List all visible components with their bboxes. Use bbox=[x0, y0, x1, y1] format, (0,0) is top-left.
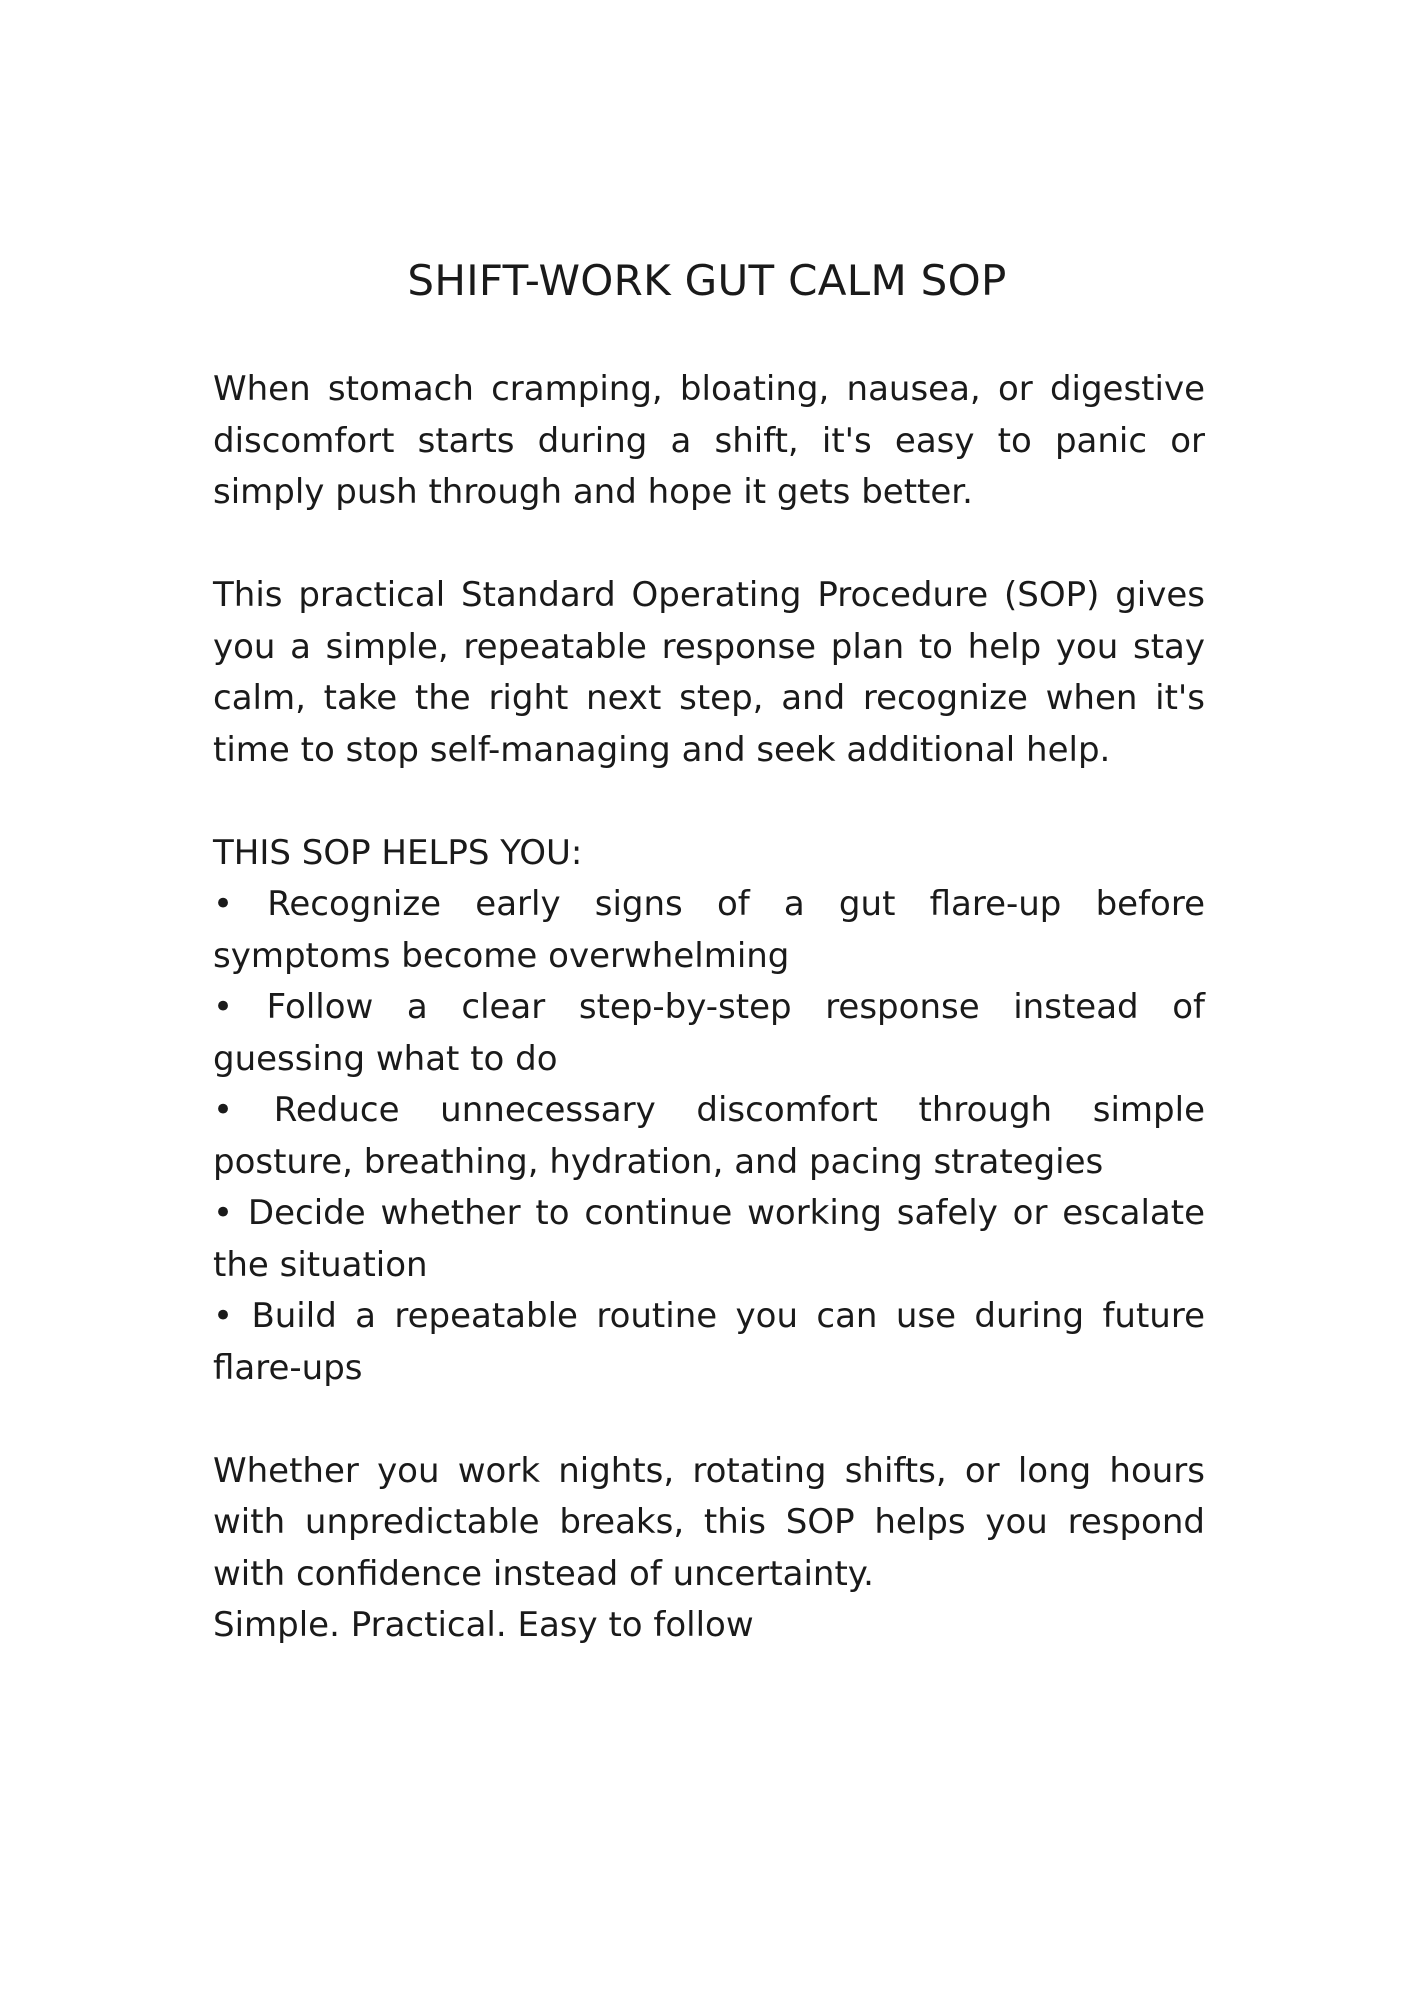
helps-heading: THIS SOP HELPS YOU: bbox=[213, 832, 583, 873]
bullet-icon: • bbox=[213, 884, 234, 924]
list-item bbox=[213, 1291, 1205, 1394]
document-title: SHIFT-WORK GUT CALM SOP bbox=[407, 256, 1007, 305]
bullet-icon: • bbox=[213, 1090, 234, 1130]
intro-paragraph: When stomach cramping, bloating, nausea, or digestive discomfort starts during a shift, it's easy to panic or simply push through and hope it gets better. bbox=[213, 369, 1205, 512]
list-item bbox=[213, 879, 1205, 982]
closing-paragraph: Whether you work nights, rotating shifts, or long hours with unpredictable breaks, this SOP helps you respond with confidence instead of uncertainty. bbox=[213, 1450, 1205, 1594]
list-item-text: Build a repeatable routine you can use during future flare-ups bbox=[213, 1296, 1205, 1388]
purpose-paragraph: This practical Standard Operating Procedure (SOP) gives you a simple, repeatable response plan to help you stay calm, take the right next step, and recognize when it's time to stop self-managing and seek additional help. bbox=[213, 575, 1205, 770]
benefits-list bbox=[213, 879, 1205, 1394]
list-item-text: Decide whether to continue working safely or escalate the situation bbox=[213, 1193, 1205, 1285]
bullet-icon: • bbox=[213, 1193, 234, 1233]
document-body bbox=[213, 364, 1205, 1652]
list-item bbox=[213, 1188, 1205, 1291]
list-item bbox=[213, 1085, 1205, 1188]
bullet-icon: • bbox=[213, 1296, 234, 1336]
list-item-text: Recognize early signs of a gut flare-up before symptoms become overwhelming bbox=[213, 884, 1205, 976]
bullet-icon: • bbox=[213, 987, 234, 1027]
tagline: Simple. Practical. Easy to follow bbox=[213, 1605, 754, 1645]
list-item-text: Reduce unnecessary discomfort through simple posture, breathing, hydration, and pacing strategies bbox=[213, 1090, 1205, 1182]
list-item-text: Follow a clear step-by-step response instead of guessing what to do bbox=[213, 987, 1205, 1079]
list-item bbox=[213, 982, 1205, 1085]
